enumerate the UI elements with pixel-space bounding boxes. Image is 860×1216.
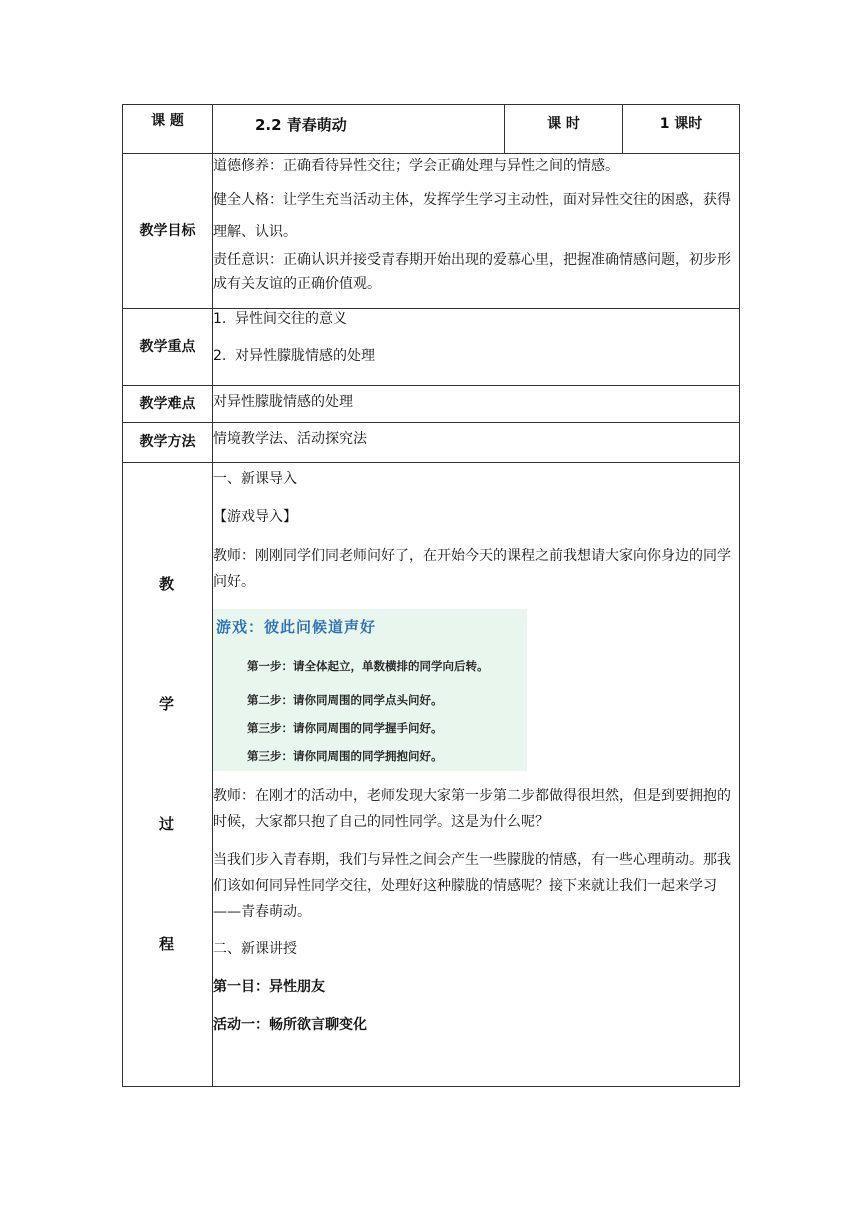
activity1-heading: 活动一：畅所欲言聊变化 (213, 1017, 367, 1033)
method-text: 情境教学法、活动探究法 (213, 423, 740, 463)
key-points-label: 教学重点 (123, 309, 213, 386)
header-row (123, 105, 740, 154)
difficulty-row (123, 386, 740, 423)
process-label-char: 过 (159, 815, 175, 833)
key-point-item: 1. 异性间交往的意义 (213, 311, 347, 327)
goals-label: 教学目标 (123, 154, 213, 309)
key-points-content (213, 309, 740, 386)
goals-content (213, 154, 740, 309)
topic-value: 2.2 青春萌动 (213, 105, 505, 154)
transition-text: 当我们步入青春期，我们与异性之间会产生一些朦胧的情感，有一些心理萌动。那我们该如何同异性同学交往，处理好这种朦胧的情感呢？接下来就让我们一起来学习——青春萌动。 (213, 852, 731, 920)
game-step: 第一步：请全体起立，单数横排的同学向后转。 (247, 659, 489, 673)
process-label-char: 教 (159, 575, 175, 593)
method-label: 教学方法 (123, 423, 213, 463)
section-new-lesson-teaching: 二、新课讲授 (213, 941, 297, 957)
goal-line-moral: 道德修养：正确看待异性交往；学会正确处理与异性之间的情感。 (213, 158, 619, 174)
process-label-char: 程 (159, 935, 175, 953)
goals-row (123, 154, 740, 309)
difficulty-text: 对异性朦胧情感的处理 (213, 386, 740, 423)
method-row (123, 423, 740, 463)
game-step: 第二步：请你同周围的同学点头问好。 (247, 693, 443, 707)
difficulty-label: 教学难点 (123, 386, 213, 423)
key-point-item: 2. 对异性朦胧情感的处理 (213, 348, 375, 364)
process-label (123, 463, 213, 1087)
teacher-question-text: 教师：在刚才的活动中，老师发现大家第一步第二步都做得很坦然，但是到要拥抱的时候，大家都只抱了自己的同性同学。这是为什么呢？ (213, 788, 731, 830)
teacher-greeting-text: 教师：刚刚同学们同老师问好了，在开始今天的课程之前我想请大家向你身边的同学问好。 (213, 548, 731, 590)
process-content (213, 463, 740, 1087)
goal-line-personality: 健全人格：让学生充当活动主体，发挥学生学习主动性，面对异性交往的困惑，获得理解、认识。 (213, 192, 731, 240)
process-label-char: 学 (159, 695, 175, 713)
period-label: 课 时 (505, 105, 623, 154)
game-intro-title: 【游戏导入】 (213, 509, 297, 525)
topic-label: 课 题 (123, 105, 213, 154)
goal-line-responsibility: 责任意识：正确认识并接受青春期开始出现的爱慕心里，把握准确情感问题，初步形成有关友谊的正确价值观。 (213, 252, 731, 292)
game-step: 第三步：请你同周围的同学拥抱问好。 (247, 749, 443, 763)
game-step: 第三步：请你同周围的同学握手问好。 (247, 721, 443, 735)
key-points-row (123, 309, 740, 386)
game-title: 游戏：彼此问候道声好 (216, 618, 377, 636)
period-value: 1 课时 (623, 105, 740, 154)
lesson-plan-table (122, 104, 740, 1087)
process-row (123, 463, 740, 1087)
game-card (213, 609, 527, 771)
section-new-lesson-intro: 一、新课导入 (213, 471, 297, 487)
part1-heading: 第一目：异性朋友 (213, 979, 325, 995)
